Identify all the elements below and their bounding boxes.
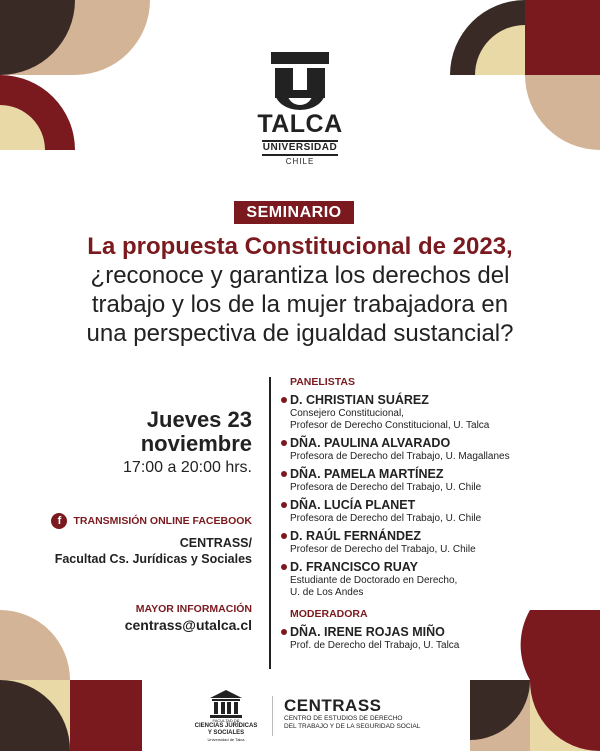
panelist-desc: Profesora de Derecho del Trabajo, U. Chile: [290, 482, 482, 493]
panelist-name: DÑA. PAULINA ALVARADO: [290, 436, 451, 450]
panelists-list: [281, 375, 571, 652]
panelist-item: [281, 560, 571, 599]
footer-divider: [272, 696, 273, 736]
logo-word-universidad: UNIVERSIDAD: [262, 140, 338, 156]
more-info-title: MAYOR INFORMACIÓN: [135, 603, 252, 615]
event-month: noviembre: [140, 431, 252, 456]
headline-line-2: ¿reconoce y garantiza los derechos del: [90, 262, 510, 289]
bullet-dot: [281, 533, 287, 539]
bullet-dot: [281, 397, 287, 403]
vertical-divider: [269, 377, 271, 669]
panelists-title: PANELISTAS: [290, 376, 355, 388]
panelist-item: [281, 498, 571, 525]
panelist-desc: Profesor de Derecho del Trabajo, U. Chile: [290, 544, 476, 555]
panelist-name: D. RAÚL FERNÁNDEZ: [290, 529, 422, 543]
moderator-title: MODERADORA: [290, 608, 368, 620]
facebook-stream-info: [20, 513, 252, 567]
faculty-line-1: FACULTAD DE: [212, 718, 240, 723]
more-info: [60, 602, 252, 634]
seminar-badge: SEMINARIO: [234, 201, 354, 224]
panelist-desc: Consejero Constitucional,: [290, 408, 404, 419]
faculty-line-3: Y SOCIALES: [207, 730, 245, 736]
faculty-logo: [186, 690, 266, 742]
panelist-desc: Profesor de Derecho Constitucional, U. Talca: [290, 420, 490, 431]
logo-word-chile: CHILE: [285, 157, 315, 166]
panelist-name: D. FRANCISCO RUAY: [290, 560, 419, 574]
logo-t-icon: [271, 52, 329, 110]
faculty-line-4: Universidad de Talca: [207, 737, 245, 742]
centrass-logo: [284, 697, 424, 731]
event-day: Jueves 23: [146, 407, 252, 432]
centrass-subtitle-1: CENTRO DE ESTUDIOS DE DERECHO: [284, 715, 403, 722]
panelist-item: [281, 529, 571, 556]
panelist-item: [281, 436, 571, 463]
bullet-dot: [281, 471, 287, 477]
panelist-name: DÑA. LUCÍA PLANET: [290, 498, 416, 512]
headline-line-4: una perspectiva de igualdad sustancial?: [86, 320, 514, 347]
moderator-desc: Prof. de Derecho del Trabajo, U. Talca: [290, 640, 460, 651]
panelist-item: [281, 393, 571, 432]
bullet-dot: [281, 440, 287, 446]
headline: [30, 232, 570, 348]
event-date: [60, 408, 252, 480]
panelist-desc: Profesora de Derecho del Trabajo, U. Magallanes: [290, 451, 510, 462]
panelist-item: [281, 467, 571, 494]
panelist-desc: Estudiante de Doctorado en Derecho,: [290, 575, 458, 586]
facebook-icon: f: [51, 513, 67, 529]
headline-line-3: trabajo y los de la mujer trabajadora en: [91, 291, 509, 318]
moderator-item: [281, 625, 571, 652]
bullet-dot: [281, 502, 287, 508]
facebook-page-line-1: CENTRASS/: [179, 536, 252, 550]
panelist-name: D. CHRISTIAN SUÁREZ: [290, 393, 429, 407]
moderator-name: DÑA. IRENE ROJAS MIÑO: [290, 625, 445, 639]
event-time: 17:00 a 20:00 hrs.: [123, 459, 252, 476]
bullet-dot: [281, 564, 287, 570]
headline-line-1: La propuesta Constitucional de 2023,: [87, 233, 513, 260]
panelist-desc: U. de Los Andes: [290, 587, 364, 598]
corner-decoration-top-left: [0, 0, 150, 190]
faculty-line-2: CIENCIAS JURÍDICAS: [194, 723, 258, 729]
building-icon: [210, 690, 242, 718]
panelist-name: DÑA. PAMELA MARTÍNEZ: [290, 467, 444, 481]
logo-word-talca: TALCA: [257, 110, 343, 138]
facebook-page-line-2: Facultad Cs. Jurídicas y Sociales: [54, 552, 252, 566]
centrass-name: CENTRASS: [284, 696, 382, 715]
centrass-subtitle-2: DEL TRABAJO Y DE LA SEGURIDAD SOCIAL: [284, 723, 421, 730]
utalca-logo: [250, 52, 350, 166]
bullet-dot: [281, 629, 287, 635]
contact-email[interactable]: centrass@utalca.cl: [124, 617, 252, 633]
facebook-title: TRANSMISIÓN ONLINE FACEBOOK: [73, 515, 252, 527]
corner-decoration-top-right: [448, 0, 600, 150]
panelist-desc: Profesora de Derecho del Trabajo, U. Chile: [290, 513, 482, 524]
